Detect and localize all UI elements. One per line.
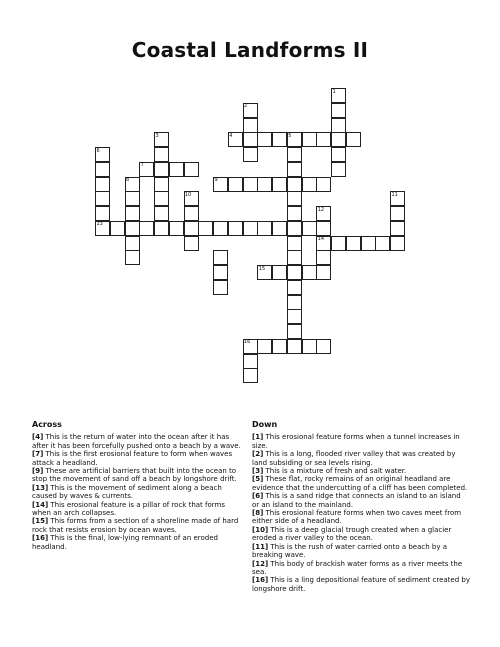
grid-cell[interactable] [331, 236, 346, 251]
down-clue [252, 433, 470, 450]
grid-number: 3 [155, 132, 159, 139]
grid-cell[interactable] [287, 295, 302, 310]
grid-cell[interactable] [95, 177, 110, 192]
grid-number: 12 [317, 206, 325, 213]
grid-cell[interactable] [110, 221, 125, 236]
grid-number: 14 [317, 236, 325, 242]
down-clue [252, 543, 470, 560]
grid-cell[interactable] [331, 118, 346, 133]
clue-number: [6] [252, 492, 264, 501]
grid-number: 9 [214, 177, 218, 183]
grid-cell[interactable] [287, 339, 302, 354]
grid-cell[interactable] [287, 265, 302, 280]
grid-cell[interactable] [316, 339, 331, 354]
grid-cell[interactable] [257, 177, 272, 192]
grid-cell[interactable] [302, 132, 317, 147]
across-clue [32, 517, 244, 534]
clue-text: These are artificial barriers that built into the ocean to stop the movement of sand off a beach by longshore drift. [32, 467, 237, 484]
grid-cell[interactable] [287, 177, 302, 192]
grid-number: 1 [332, 88, 336, 95]
clue-number: [2] [252, 450, 264, 459]
down-heading: Down [252, 420, 278, 429]
clue-text: This is a long, flooded river valley that was created by land subsiding or sea levels rising. [252, 450, 456, 467]
grid-cell[interactable] [375, 236, 390, 251]
grid-cell[interactable] [346, 236, 361, 251]
grid-cell[interactable] [125, 206, 140, 221]
grid-cell[interactable] [316, 250, 331, 265]
grid-cell[interactable] [257, 339, 272, 354]
grid-cell[interactable] [213, 280, 228, 295]
grid-cell[interactable] [316, 132, 331, 147]
grid-cell[interactable] [198, 221, 213, 236]
clue-text: This erosional feature forms when a tunnel increases in size. [252, 433, 460, 450]
down-clue [252, 576, 470, 593]
grid-cell[interactable] [302, 339, 317, 354]
grid-cell[interactable] [302, 221, 317, 236]
clue-number: [16] [252, 576, 269, 585]
grid-cell[interactable] [213, 250, 228, 265]
grid-cell[interactable] [125, 191, 140, 206]
grid-cell[interactable] [287, 162, 302, 177]
clue-number: [8] [252, 509, 264, 518]
clue-number: [15] [32, 517, 49, 526]
grid-number: 2 [244, 103, 248, 110]
grid-cell[interactable] [331, 147, 346, 162]
grid-cell[interactable] [184, 236, 199, 251]
grid-cell[interactable] [331, 162, 346, 177]
grid-cell[interactable] [184, 206, 199, 221]
grid-cell[interactable] [95, 206, 110, 221]
grid-cell[interactable] [316, 177, 331, 192]
grid-cell[interactable] [287, 250, 302, 265]
grid-cell[interactable] [272, 132, 287, 147]
grid-cell[interactable] [361, 236, 376, 251]
across-clue [32, 501, 244, 518]
grid-cell[interactable] [302, 177, 317, 192]
grid-cell[interactable] [154, 206, 169, 221]
grid-cell[interactable] [243, 147, 258, 162]
down-clue [252, 475, 470, 492]
clue-number: [14] [32, 500, 49, 509]
down-clues [252, 421, 470, 593]
grid-cell[interactable] [154, 221, 169, 236]
grid-cell[interactable] [272, 221, 287, 236]
across-clue [32, 534, 244, 551]
clue-text: These flat, rocky remains of an original headland are evidence that the undercutting of a cliff has been completed. [252, 475, 468, 492]
grid-cell[interactable] [243, 368, 258, 383]
clue-number: [13] [32, 483, 49, 492]
grid-cell[interactable] [257, 132, 272, 147]
grid-cell[interactable] [287, 191, 302, 206]
grid-cell[interactable] [169, 221, 184, 236]
grid-number: 13 [96, 221, 103, 228]
puzzle-title: Coastal Landforms II [131, 38, 369, 62]
grid-cell[interactable] [125, 250, 140, 265]
grid-cell[interactable] [287, 324, 302, 339]
clue-text: This is the movement of sediment along a beach caused by waves & currents. [32, 483, 222, 501]
down-clue-list [252, 433, 470, 593]
clue-text: This is a sand ridge that connects an island to an island or an island to the mainland. [252, 492, 461, 509]
across-clue-list [32, 433, 244, 551]
grid-cell[interactable] [228, 177, 243, 192]
clue-number: [10] [252, 525, 269, 534]
grid-cell[interactable] [257, 221, 272, 236]
down-clue [252, 509, 470, 526]
clue-text: This erosional feature forms when two caves meet from either side of a headland. [252, 509, 462, 526]
grid-cell[interactable] [243, 118, 258, 133]
down-clue [252, 526, 470, 543]
grid-cell[interactable] [302, 265, 317, 280]
grid-cell[interactable] [287, 280, 302, 295]
grid-cell[interactable] [125, 221, 140, 236]
grid-cell[interactable] [287, 206, 302, 221]
grid-cell[interactable] [243, 221, 258, 236]
grid-cell[interactable] [287, 309, 302, 324]
down-clue [252, 560, 470, 577]
grid-cell[interactable] [243, 354, 258, 369]
grid-cell[interactable] [287, 147, 302, 162]
grid-cell[interactable] [154, 162, 169, 177]
down-clue [252, 492, 470, 509]
grid-cell[interactable] [154, 191, 169, 206]
across-heading: Across [32, 420, 62, 429]
clue-number: [9] [32, 467, 44, 476]
grid-cell[interactable] [184, 221, 199, 236]
grid-cell[interactable] [331, 132, 346, 147]
down-clue [252, 450, 470, 467]
clue-number: [7] [32, 450, 44, 459]
grid-number: 6 [96, 147, 100, 154]
grid-cell[interactable] [331, 103, 346, 118]
grid-cell[interactable] [169, 162, 184, 177]
grid-number: 10 [185, 191, 192, 198]
clue-text: This is the return of water into the ocean after it has after it has been forcefully pushed onto a beach by a wave. [32, 433, 241, 450]
grid-cell[interactable] [243, 132, 258, 147]
grid-cell[interactable] [125, 236, 140, 251]
grid-cell[interactable] [390, 236, 405, 251]
clue-text: This is a ling depositional feature of sediment created by longshore drift. [252, 576, 470, 593]
clue-text: This is the rush of water carried onto a beach by a breaking wave. [252, 542, 448, 560]
grid-cell[interactable] [154, 177, 169, 192]
clue-text: This is a mixture of fresh and salt water. [263, 467, 407, 476]
clue-number: [1] [252, 433, 264, 442]
down-clue [252, 467, 470, 475]
grid-cell[interactable] [390, 221, 405, 236]
grid-cell[interactable] [213, 265, 228, 280]
grid-cell[interactable] [287, 236, 302, 251]
clue-text: This erosional feature is a pillar of rock that forms when an arch collapses. [32, 500, 225, 518]
clue-number: [3] [252, 467, 264, 476]
grid-number: 5 [288, 132, 292, 139]
across-clues [32, 421, 244, 551]
grid-number: 8 [126, 177, 130, 183]
grid-cell[interactable] [243, 177, 258, 192]
clue-text: This forms from a section of a shoreline made of hard rock that resists erosion by ocean waves. [32, 517, 239, 534]
clue-number: [16] [32, 534, 49, 543]
grid-cell[interactable] [272, 339, 287, 354]
clue-text: This is a deep glacial trough created when a glacier eroded a river valley to the ocean. [252, 525, 452, 543]
grid-number: 15 [258, 265, 266, 272]
across-clue [32, 484, 244, 501]
clue-number: [4] [32, 433, 44, 442]
grid-cell[interactable] [139, 221, 154, 236]
grid-number: 4 [229, 132, 233, 139]
clue-number: [5] [252, 475, 264, 484]
grid-cell[interactable] [316, 265, 331, 280]
across-clue [32, 450, 244, 467]
grid-cell[interactable] [346, 132, 361, 147]
grid-number: 16 [244, 339, 251, 346]
clue-number: [11] [252, 542, 269, 551]
clue-text: This is the first erosional feature to form when waves attack a headland. [32, 450, 233, 467]
grid-cell[interactable] [154, 147, 169, 162]
grid-cell[interactable] [272, 265, 287, 280]
grid-cell[interactable] [287, 221, 302, 236]
across-clue [32, 467, 244, 484]
grid-number: 11 [391, 191, 398, 198]
grid-cell[interactable] [95, 162, 110, 177]
grid-cell[interactable] [390, 206, 405, 221]
grid-cell[interactable] [316, 221, 331, 236]
grid-cell[interactable] [184, 162, 199, 177]
clue-number: [12] [252, 559, 269, 568]
grid-cell[interactable] [272, 177, 287, 192]
clue-text: This is the final, low-lying remnant of an eroded headland. [32, 534, 218, 551]
grid-cell[interactable] [213, 221, 228, 236]
across-clue [32, 433, 244, 450]
clue-text: This body of brackish water forms as a river meets the sea. [252, 559, 463, 576]
grid-number: 7 [140, 162, 144, 169]
grid-cell[interactable] [95, 191, 110, 206]
grid-cell[interactable] [228, 221, 243, 236]
